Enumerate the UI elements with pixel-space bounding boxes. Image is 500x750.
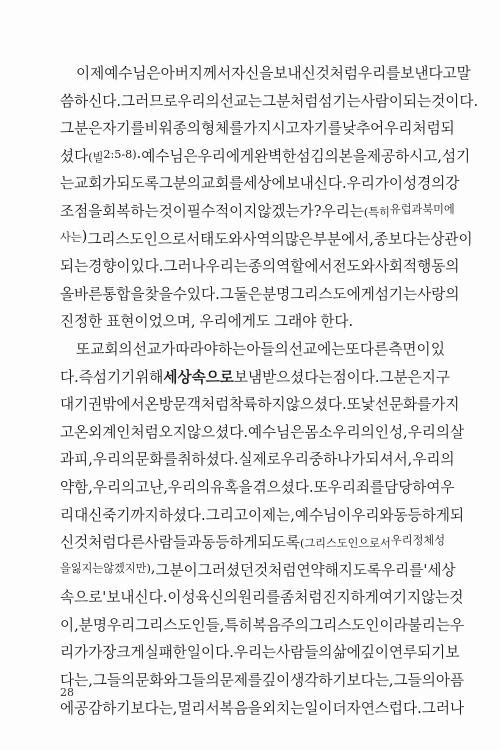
text-line — [60, 448, 455, 476]
word: 아픔 — [435, 672, 465, 690]
word: 에 — [60, 699, 75, 717]
word: 사람이 — [360, 92, 403, 110]
word: 가지 — [431, 396, 460, 414]
word: 우리와 — [351, 506, 394, 524]
word: 유혹을 — [210, 478, 253, 496]
word: 하는 — [217, 340, 247, 358]
word: 것이다. — [431, 92, 479, 110]
word: 것처럼 — [74, 534, 117, 552]
word: 인성, — [374, 423, 408, 441]
word: 가지시고 — [243, 120, 300, 138]
word: 한다. — [320, 313, 354, 331]
word: 그분은 — [379, 368, 422, 386]
text-line — [60, 421, 465, 449]
word: 보내신 — [273, 65, 316, 82]
word: 점이다. — [332, 368, 380, 386]
word: 생각하기보다는, — [290, 672, 394, 690]
word: 우리처럼 — [384, 120, 441, 138]
word: 문제를 — [219, 672, 263, 690]
text-line — [60, 614, 465, 642]
word: 선교는 — [219, 92, 263, 110]
word: 우리의 — [92, 478, 136, 496]
word: 우리의 — [407, 423, 450, 441]
page-number: 28 — [60, 686, 74, 699]
word: 대신 — [74, 506, 103, 524]
word: 회복하는 — [102, 202, 159, 220]
word: 하나가 — [323, 451, 366, 469]
word: 우리는 — [205, 258, 248, 276]
word: 아버지께서 — [160, 65, 232, 82]
word: 을 — [60, 561, 71, 575]
word: 북미에 — [422, 202, 455, 216]
word: 그들의 — [393, 672, 436, 690]
word: 그분이 — [155, 561, 198, 579]
word: 죄를 — [355, 478, 385, 496]
word: 우리의 — [92, 451, 136, 469]
word: 오지 — [158, 423, 187, 441]
word: 우리에게도 — [199, 313, 271, 331]
word: 우리를 — [381, 561, 424, 579]
word: 사람들의 — [276, 644, 333, 662]
word: 이, — [60, 616, 79, 634]
text-line — [60, 172, 460, 200]
word: 그들의 — [177, 672, 220, 690]
word: 취하셨다. — [177, 451, 239, 469]
word: 그분은 — [60, 120, 103, 138]
word: 그리스도인들, — [135, 616, 225, 634]
text-line — [60, 641, 460, 669]
word: 받으셨다는 — [262, 368, 333, 386]
word: 하셨다. — [158, 506, 206, 524]
word: 실패한 — [144, 644, 187, 662]
word: 우리는(특히 — [321, 202, 390, 220]
word: 우 — [449, 616, 465, 634]
word: 그리스도에게 — [290, 285, 375, 303]
word: 유럽과 — [389, 202, 423, 216]
word: 섬김의 — [296, 147, 339, 165]
word: 죽기까지 — [102, 506, 159, 524]
word: 이제는, — [247, 506, 295, 524]
word: 일이다. — [186, 644, 234, 662]
word: 되셔서, — [365, 451, 413, 469]
word: 않겠는가? — [257, 202, 322, 220]
word: 겪으셨다. — [252, 478, 314, 496]
word: 있 — [430, 340, 445, 358]
text-line — [60, 62, 471, 90]
word: 선교에는 — [288, 340, 346, 358]
word: 몸소 — [304, 423, 333, 441]
word: 종의 — [172, 120, 201, 138]
word: 속으로 — [191, 368, 234, 386]
word: 되도록 — [116, 175, 159, 193]
word: 섬기는 — [318, 92, 361, 110]
word: 교회의 — [90, 340, 133, 358]
word: 동등하게 — [393, 506, 450, 524]
paragraph — [60, 62, 479, 338]
word: 둘은 — [233, 285, 263, 303]
word: 외치는 — [262, 699, 305, 717]
word: 되는 — [60, 258, 89, 276]
word: 밖에서 — [102, 396, 145, 414]
word: 우리의 — [412, 451, 455, 469]
word: 필수적이지 — [186, 202, 258, 220]
text-line — [60, 476, 455, 504]
text-line — [60, 504, 465, 532]
word: 측면이 — [388, 340, 431, 358]
word: 되 — [449, 506, 465, 524]
word: 전도와 — [332, 258, 375, 276]
text-line — [60, 393, 460, 421]
word: 멀리서 — [177, 699, 220, 717]
word: 성육신의 — [181, 589, 238, 607]
word: 중 — [308, 451, 324, 469]
word: 담당하여 — [384, 478, 441, 496]
word: 다른 — [116, 534, 145, 552]
word: 우리 — [280, 451, 309, 469]
word: 다. — [60, 368, 79, 386]
word: 통합을 — [102, 285, 145, 303]
word: 크게 — [116, 644, 145, 662]
word: 더 — [332, 699, 347, 717]
word: 있다. — [130, 258, 164, 276]
word: 는 — [60, 175, 75, 193]
word: 우리를 — [357, 65, 401, 82]
word: 예수님은 — [104, 65, 161, 82]
word: 온 — [74, 423, 89, 441]
word: 우리 — [327, 478, 356, 496]
text-line — [60, 310, 445, 338]
word: 자신을 — [231, 65, 274, 82]
word: 사역의 — [242, 230, 285, 248]
word: 그리스도인으로서 — [87, 230, 201, 248]
word: 우리 — [390, 534, 413, 548]
word: 피, — [74, 451, 93, 469]
word: 온 — [144, 396, 159, 414]
text-line — [60, 200, 455, 228]
word: 예수님은 — [141, 147, 198, 165]
word: 속으로' — [60, 589, 107, 607]
word: 방문객처럼 — [158, 396, 230, 414]
word: 세상에 — [243, 175, 286, 193]
word: 복음을 — [219, 699, 263, 717]
word: 본을 — [338, 147, 367, 165]
word: 교회를 — [201, 175, 244, 193]
word: 역할에서 — [276, 258, 333, 276]
word: '세상 — [423, 561, 456, 579]
word: 분명 — [262, 285, 291, 303]
word: 좀처럼 — [280, 589, 323, 607]
word: 되는 — [403, 92, 432, 110]
word: 대기권 — [60, 396, 103, 414]
word: 다른 — [359, 340, 389, 358]
word: 2:5-8). — [103, 144, 142, 162]
word: 비워 — [144, 120, 173, 138]
word: 수 — [172, 285, 187, 303]
word: 형체를 — [201, 120, 244, 138]
word: 낯선 — [360, 396, 389, 414]
text-line — [60, 144, 471, 173]
text-line — [60, 669, 465, 697]
word: 다는, — [60, 672, 93, 690]
word: 그리스도인이라 — [308, 616, 408, 634]
word: 제공하시고, — [366, 147, 443, 165]
word: 공감하기보다는, — [74, 699, 178, 717]
word: 고난, — [135, 478, 168, 496]
word: 그 — [219, 285, 234, 303]
word: 살 — [449, 423, 465, 441]
word: 것처럼 — [315, 65, 358, 82]
word: 선교가 — [132, 340, 176, 358]
word: 우리 — [106, 616, 136, 634]
word: 사람들과 — [144, 534, 202, 552]
word: 예수님은 — [247, 423, 305, 441]
word: 그러므로 — [121, 92, 178, 110]
word: 셨다(빌 — [60, 147, 104, 165]
word: 우리가 — [346, 175, 389, 193]
word: 깊이 — [360, 644, 389, 662]
word: 그리고 — [205, 506, 248, 524]
word: 연루되기보 — [388, 644, 460, 662]
word: 것처럼 — [254, 561, 297, 579]
word: 이 — [167, 589, 182, 607]
word: 문화를 — [388, 396, 432, 414]
word: 보내신다. — [285, 175, 347, 193]
word: 진정한 — [60, 313, 103, 331]
word: 불리는 — [407, 616, 450, 634]
word: 리가 — [60, 644, 89, 662]
word: 올바른 — [60, 285, 103, 303]
word: 되도록(그리스도인으로서 — [257, 534, 391, 552]
word: 태도와 — [200, 230, 243, 248]
word: 섬기는 — [374, 285, 418, 303]
word: 조점을 — [60, 202, 103, 220]
paragraph — [60, 338, 465, 724]
word: 동등하게 — [201, 534, 258, 552]
word: 여기지 — [378, 589, 422, 607]
word: 특히 — [224, 616, 253, 634]
word: 복음주의 — [252, 616, 309, 634]
text-line — [60, 366, 450, 394]
word: 이제 — [76, 65, 105, 82]
word: 우리의 — [177, 92, 220, 110]
word: 않으셨다. — [285, 396, 347, 414]
word: 가장 — [88, 644, 117, 662]
word: 아들의 — [246, 340, 289, 358]
word: 실제로 — [238, 451, 281, 469]
text-line — [60, 558, 456, 587]
word: 외계인처럼 — [88, 423, 159, 441]
word: 우리의 — [167, 478, 211, 496]
word: 우리에게 — [197, 147, 255, 165]
word: 즉 — [78, 368, 93, 386]
word: 자기를 — [102, 120, 145, 138]
word: 사는) — [60, 227, 88, 245]
word: 또 — [76, 340, 91, 358]
word: 않으셨다. — [186, 423, 248, 441]
text-line — [60, 227, 473, 256]
word: 경향이 — [88, 258, 131, 276]
word: 되 — [440, 120, 455, 138]
word: 행동의 — [417, 258, 460, 276]
text-line — [60, 338, 445, 366]
word: 우리는 — [233, 644, 277, 662]
word: 섬기기 — [92, 368, 136, 386]
word: 우 — [440, 478, 455, 496]
word: 고 — [60, 423, 75, 441]
word: 깊이 — [262, 672, 291, 690]
word: 표현이었으며, — [106, 313, 196, 331]
word: 완벽한 — [254, 147, 297, 165]
word: 그러나 — [163, 258, 206, 276]
word: 진지하게 — [322, 589, 379, 607]
word: 그들의 — [92, 672, 136, 690]
word: 상관이 — [430, 230, 473, 248]
word: 리 — [60, 506, 75, 524]
word: 따라야 — [175, 340, 218, 358]
word: 잃지는 — [70, 561, 104, 575]
word: 우리의 — [332, 423, 375, 441]
word: 것 — [449, 589, 464, 607]
word: 것이 — [158, 202, 187, 220]
word: 부분에서, — [312, 230, 374, 248]
text-line — [60, 697, 465, 725]
word: 세상 — [163, 368, 192, 386]
word: 자기를 — [299, 120, 342, 138]
word: 예수님이 — [294, 506, 352, 524]
text-line — [60, 255, 460, 283]
word: 일이 — [304, 699, 333, 717]
word: 그러셨던 — [197, 561, 255, 579]
text-line — [60, 531, 445, 559]
word: 그분의 — [158, 175, 201, 193]
word: 또 — [313, 478, 328, 496]
word: 지구 — [421, 368, 450, 386]
word: 착륙하지 — [229, 396, 286, 414]
word: 또 — [345, 340, 360, 358]
text-line — [60, 586, 464, 614]
word: 약함, — [60, 478, 93, 496]
word: 문화를 — [135, 451, 178, 469]
word: 보낸다고 — [400, 65, 457, 82]
word: 사랑의 — [417, 285, 460, 303]
word: 많은 — [284, 230, 313, 248]
word: 성경의 — [403, 175, 446, 193]
word: 연약해지도록 — [296, 561, 382, 579]
word: 그분처럼 — [262, 92, 319, 110]
text-line — [60, 90, 479, 118]
word: 그러나 — [421, 699, 465, 717]
word: 위해 — [135, 368, 164, 386]
word: 분명 — [78, 616, 107, 634]
word: 사회적 — [374, 258, 418, 276]
word: 자연스럽다. — [346, 699, 422, 717]
word: 교회가 — [74, 175, 117, 193]
word: 또 — [346, 396, 361, 414]
word: 과 — [60, 451, 75, 469]
word: 강 — [445, 175, 460, 193]
word: 삶에 — [332, 644, 361, 662]
word: 이 — [388, 175, 404, 193]
word: 그래야 — [274, 313, 317, 331]
text-line — [60, 283, 460, 311]
word: 신 — [60, 534, 75, 552]
word: 종의 — [247, 258, 277, 276]
word: 있다. — [186, 285, 220, 303]
word: 찾을 — [144, 285, 173, 303]
word: 않겠지만), — [103, 558, 156, 576]
word: 낮추어 — [341, 120, 385, 138]
word: 보내신다. — [106, 589, 168, 607]
body-text — [60, 62, 479, 724]
text-line — [60, 117, 455, 145]
word: 보냄 — [233, 368, 263, 386]
word: 문화와 — [135, 672, 178, 690]
word: 종보다는 — [373, 230, 431, 248]
word: 씀하신다. — [60, 92, 122, 110]
word: 원리를 — [237, 589, 281, 607]
word: 말 — [456, 65, 471, 82]
word: 정체성 — [412, 534, 445, 548]
word: 섬기 — [442, 147, 471, 165]
word: 않는 — [421, 589, 450, 607]
